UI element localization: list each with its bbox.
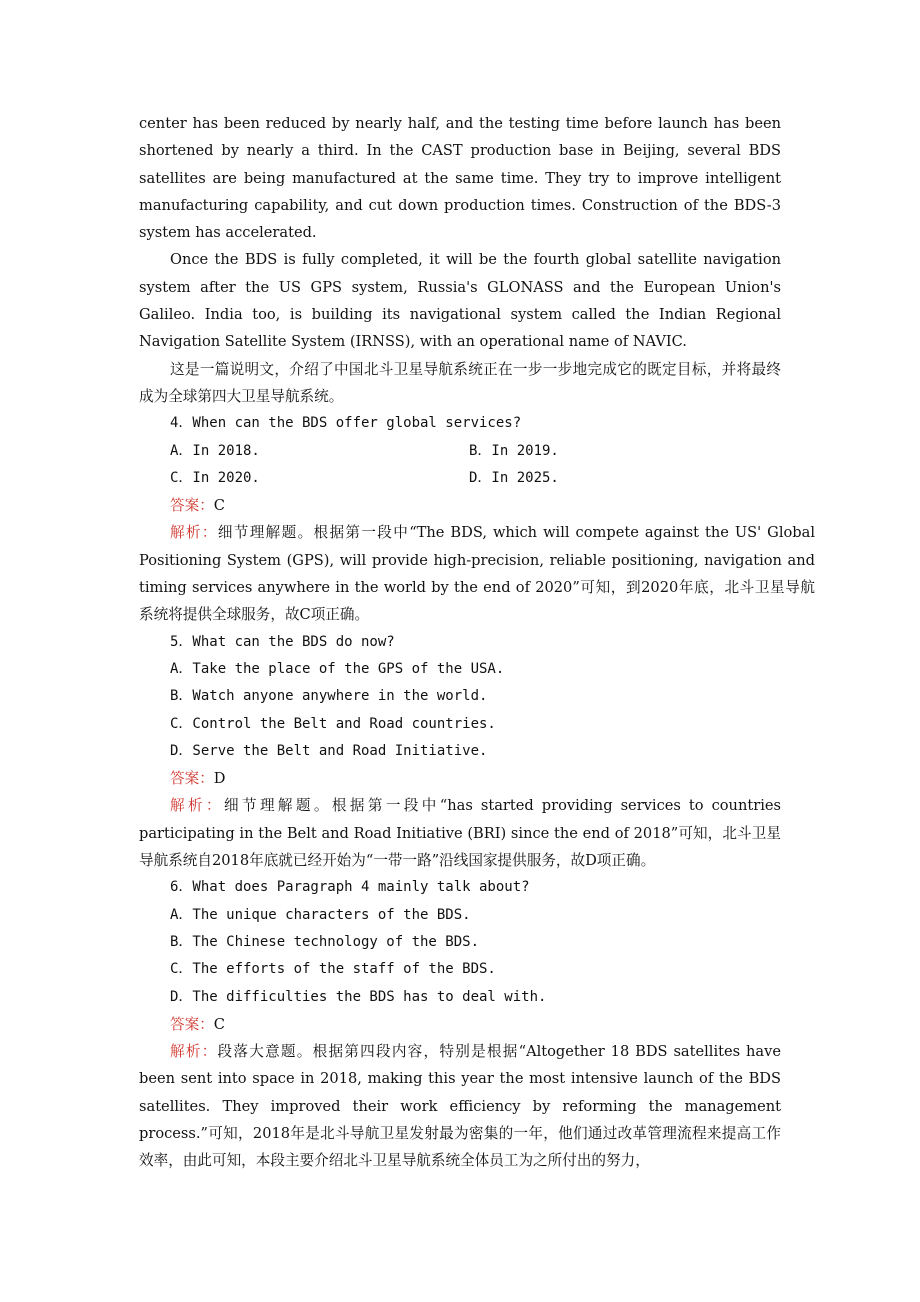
document-page [139,110,815,1175]
question-5-option-b: B．Watch anyone anywhere in the world. [170,688,488,705]
question-4-option-c: C．In 2020. [170,469,260,486]
question-6-option-a: A．The unique characters of the BDS. [170,906,471,923]
analysis-text: 细节理解题。根据第一段中“has started providing services to countries participating in the Belt and Road Initiative (BRI) since the end of 2018”可知，北斗卫星导航系统自2018年底就已经开始为“一带一路”沿线国家提供服务，故D项正确。 [139,797,781,870]
question-6-answer [139,1011,781,1038]
question-4-option-a: A．In 2018. [170,442,260,459]
question-6-option-b: B．The Chinese technology of the BDS. [170,933,480,950]
question-6-analysis [139,1038,781,1174]
passage-paragraph-3-continued: center has been reduced by nearly half, and the testing time before launch has been shortened by nearly a third. In the CAST production base in Beijing, several BDS satellites are being manufactured at the same time. They try to improve intelligent manufacturing capability, and cut down production times. Construction of the BDS-3 system has accelerated. [139,115,781,242]
answer-value: C [213,1015,225,1033]
answer-label: 答案： [170,1015,214,1033]
analysis-text: 段落大意题。根据第四段内容，特别是根据“Altogether 18 BDS satellites have been sent into space in 2018, making this year the most intensive launch of the BDS satellites. They improved their work efficiency by reforming the management process.”可知，2018年是北斗导航卫星发射最为密集的一年，他们通过改革管理流程来提高工作效率，由此可知，本段主要介绍北斗卫星导航系统全体员工为之所付出的努力， [139,1043,781,1170]
answer-value: D [213,770,226,788]
question-6-stem: 6．What does Paragraph 4 mainly talk about? [170,879,530,896]
answer-label: 答案： [170,497,214,515]
answer-label: 答案： [170,770,214,788]
question-5-option-a: A．Take the place of the GPS of the USA. [170,660,505,677]
question-5-option-c: C．Control the Belt and Road countries. [170,715,496,732]
question-6-option-c: C．The efforts of the staff of the BDS. [170,961,496,978]
question-4-analysis [139,519,815,628]
question-4-options-row-1 [139,438,781,465]
question-5-option-d: D．Serve the Belt and Road Initiative. [170,742,488,759]
question-4-options-row-2 [139,465,781,492]
answer-value: C [213,497,225,515]
analysis-label: 解析： [170,1043,218,1061]
question-4-option-d: D．In 2025. [469,469,559,486]
question-4-answer [139,492,781,519]
question-5-answer [139,765,781,792]
question-4-stem: 4．When can the BDS offer global services? [170,415,522,432]
question-4-option-b: B．In 2019. [469,442,559,459]
question-6-option-d: D．The difficulties the BDS has to deal with. [170,988,547,1005]
analysis-label: 解析： [170,797,224,815]
question-5-stem: 5．What can the BDS do now? [170,633,395,650]
passage-summary: 这是一篇说明文，介绍了中国北斗卫星导航系统正在一步一步地完成它的既定目标，并将最终成为全球第四大卫星导航系统。 [139,360,781,405]
analysis-text: 细节理解题。根据第一段中“The BDS, which will compete against the US' Global Positioning System (GPS), will provide high-precision, reliable positioning, navigation and timing services anywhere in the world by the end of 2020”可知，到2020年底，北斗卫星导航系统将提供全球服务，故C项正确。 [139,524,815,624]
question-5-analysis [139,792,781,874]
passage-paragraph-5: Once the BDS is fully completed, it will be the fourth global satellite navigation system after the US GPS system, Russia's GLONASS and the European Union's Galileo. India too, is building its navigational system called the Indian Regional Navigation Satellite System (IRNSS), with an operational name of NAVIC. [139,251,781,351]
analysis-label: 解析： [170,524,218,542]
